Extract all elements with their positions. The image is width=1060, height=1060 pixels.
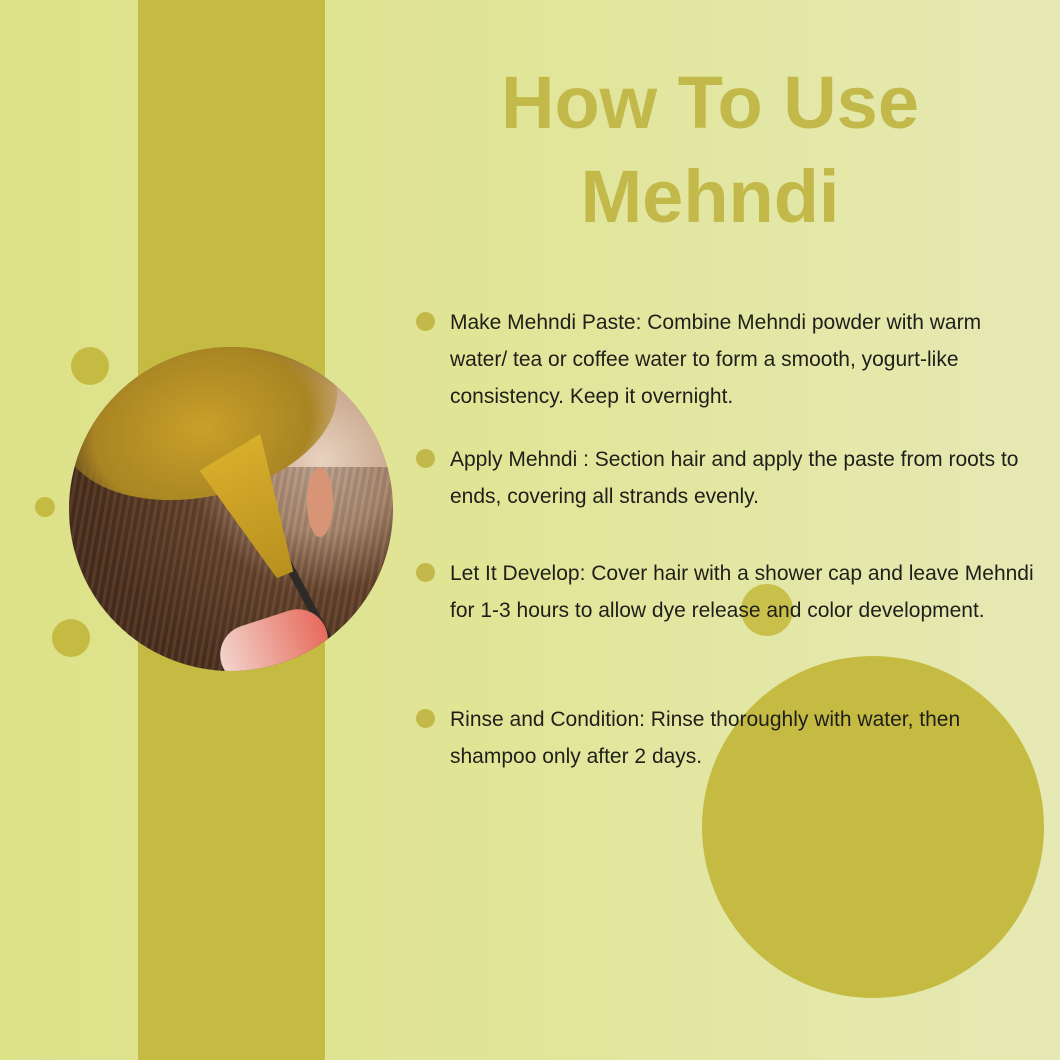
bullet-icon xyxy=(416,449,435,468)
step-text: Rinse and Condition: Rinse thoroughly with water, then shampoo only after 2 days. xyxy=(450,708,961,768)
bullet-icon xyxy=(416,709,435,728)
hair-application-photo xyxy=(69,347,393,671)
ear xyxy=(307,467,333,537)
page-title xyxy=(470,56,950,244)
step-text: Let It Develop: Cover hair with a shower cap and leave Mehndi for 1-3 hours to allow dye release and color development. xyxy=(450,562,1034,622)
decorative-dot xyxy=(35,497,55,517)
bullet-icon xyxy=(416,563,435,582)
step-text: Make Mehndi Paste: Combine Mehndi powder with warm water/ tea or coffee water to form a smooth, yogurt-like consistency. Keep it overnight. xyxy=(450,311,982,408)
bullet-icon xyxy=(416,312,435,331)
title-line-1: How To Use xyxy=(501,61,919,144)
title-line-2: Mehndi xyxy=(580,155,840,238)
step-text: Apply Mehndi : Section hair and apply the paste from roots to ends, covering all strands evenly. xyxy=(450,448,1019,508)
